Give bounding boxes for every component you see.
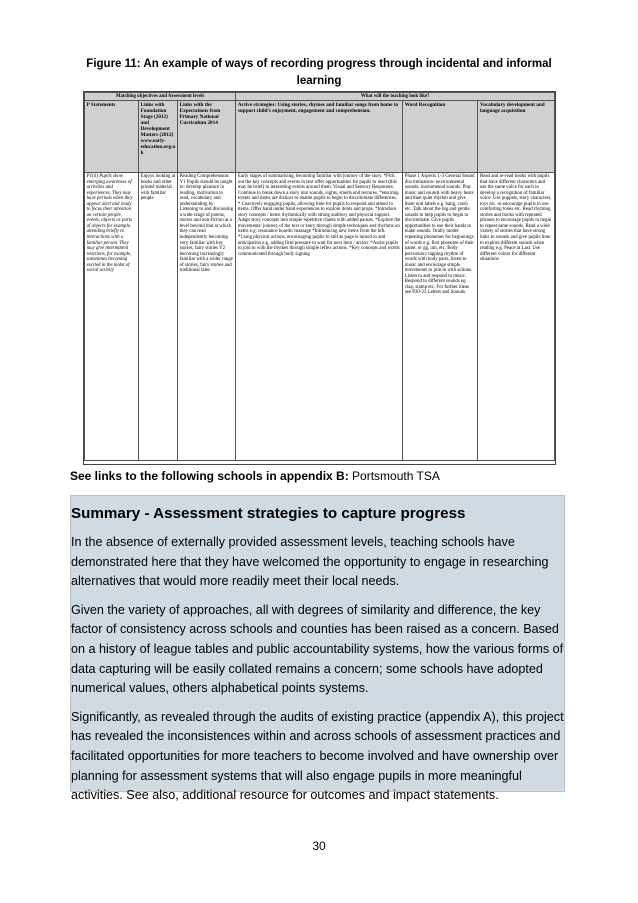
planning-table	[84, 92, 555, 461]
header-national-curriculum: Links with the Expectations from Primary National Curriculum 2014	[178, 101, 236, 173]
cell-word-recognition: Phase 1 Aspects 1-3 General Sound discrimination- environmental sounds, instrumental sounds. Play music and sounds with heavy beats and then quiet rhythm and give them oral labels e.g. bang, crash etc. Talk about the big and gentle sounds to help pupils to begin to discriminate. Give pupils opportunities to use their hands to make sounds. Orally model repeating phonemes for beginnings of words e.g. first phoneme of their name, or gg, um, etc. Body percussion: tapping rhythm of words with body parts, listen to music and encourage simple movements to join in with actions. Listen to and respond to music. Respond to different sounds eg clap, stamp etc. For further ideas see P20-23 Letters and Sounds.	[403, 173, 478, 460]
page-number: 30	[312, 839, 326, 853]
band-teaching: What will the teaching look like?	[236, 93, 555, 101]
header-foundation-stage: Links with Foundation Stage (2012) and Development Matters (2012) www.early-education.org.uk	[139, 101, 178, 173]
summary-paragraph-1: In the absence of externally provided assessment levels, teaching schools have demonstrated here that they have welcomed the opportunity to engage in researching alternatives that would more readily meet their local needs.	[71, 535, 549, 589]
caption-line-1: Figure 11: An example of ways of recording progress through incidental and informal learning	[86, 58, 552, 87]
cell-p-statement: P1(ii) Pupils show emerging awareness of activities and experiences. They may have periods when they appear alert and ready to focus their attention on certain people, events, objects or parts of objects for example, attending briefly to interactions with a familiar person. They may give intermittent reactions, for example, sometimes becoming excited in the midst of social activity	[85, 173, 139, 460]
cell-foundation: Enjoys looking at books and other printed material with familiar people	[139, 173, 178, 460]
band-objectives: Matching objectives and Assessment levels	[85, 93, 236, 101]
header-vocabulary: Vocabulary development and language acquisition	[478, 101, 555, 173]
summary-paragraph-2: Given the variety of approaches, all with degrees of similarity and difference, the key factor of consistency across schools and counties has been raised as a concern. Based on a history of league tables and public accountability systems, how the various forms of data capturing will be easily collated remains a concern; some schools have adopted numerical values, others alphabetical points systems.	[71, 602, 564, 696]
summary-paragraph-3: Significantly, as revealed through the audits of existing practice (appendix A), this project has revealed the inconsistences within and across schools of assessment practices and facilitated opportunities for more teachers to become involved and have ownership over planning for assessment systems that will also engage pupils in more meaningful activities. See also, additional resource for outcomes and impact statements.	[71, 709, 564, 803]
cell-curriculum: Reading Comprehension: Y1 Pupils should be taught to: develop pleasure in reading, motivation to read, vocabulary and understanding by: Listening to and discussing a wide range of poems, stories and non-fiction at a level beyond that at which they can read independently becoming very familiar with key stories, fairy stories Y2 becoming increasingly familiar with a wider range of stories, fairy stories and traditional tales	[178, 173, 236, 460]
cell-vocabulary: Read and re-read books with pupils that have different characters and use the same voice for each to develop a recognition of familiar voice. Use puppets, story characters, toys etc. to encourage pupils to use comforting tones etc. Read rhyming stories and books with repeated phrases to encourage pupils to begin to repeat same sounds. Read a wide variety of stories that have strong links to sounds and give pupils time to explore different sounds when reading e.g. Peace at Last. Use different voices for different situations	[478, 173, 555, 460]
figure-table-image	[83, 91, 556, 465]
appendix-links	[70, 468, 440, 484]
links-label: See links to the following schools in appendix B:	[70, 469, 349, 483]
cell-strategies: Early stages of summarising, becoming familiar with journey of the story. *Pick out the key concepts and events in text offer opportunities for pupils to react (this may be brief) to interesting events around them. Visual and Sensory Responses: Continue to break down a story into sounds, sights, smells and textures. *ensuring events and items are distinct to enable pupils to begin to discriminate differences. * Coactively engaging pupils, allowing time for pupils to respond and attend to items. Offer hand under hand experiences to explore items and props. *Introduce story concepts / items rhythmically with strong auditory and physical support. Adapt story concepts into simple repetitive chants with added pauses. *Explore the movements/ journey of the text or story through simple techniques and rhythms on items e.g. resonance boards/ massage *Introducing new items from the left. *Using physical actions, encouraging pupils to still as page is turned to and anticipation e.g. adding firm pressure to wait for next item / action. *Assist pupils to join in with the rhymes through simple reflex actions. *Key concepts and words communicated through body signing	[236, 173, 403, 460]
summary-box	[70, 495, 565, 803]
links-school: Portsmouth TSA	[348, 469, 440, 483]
summary-heading: Summary - Assessment strategies to capture progress	[71, 505, 466, 522]
header-word-recognition: Word Recognition	[403, 101, 478, 173]
header-p-statements: P Statements	[85, 101, 139, 173]
header-active-strategies: Active strategies: Using stories, rhymes and familiar songs from home to support child's enjoyment, engagement and comprehension.	[236, 101, 403, 173]
